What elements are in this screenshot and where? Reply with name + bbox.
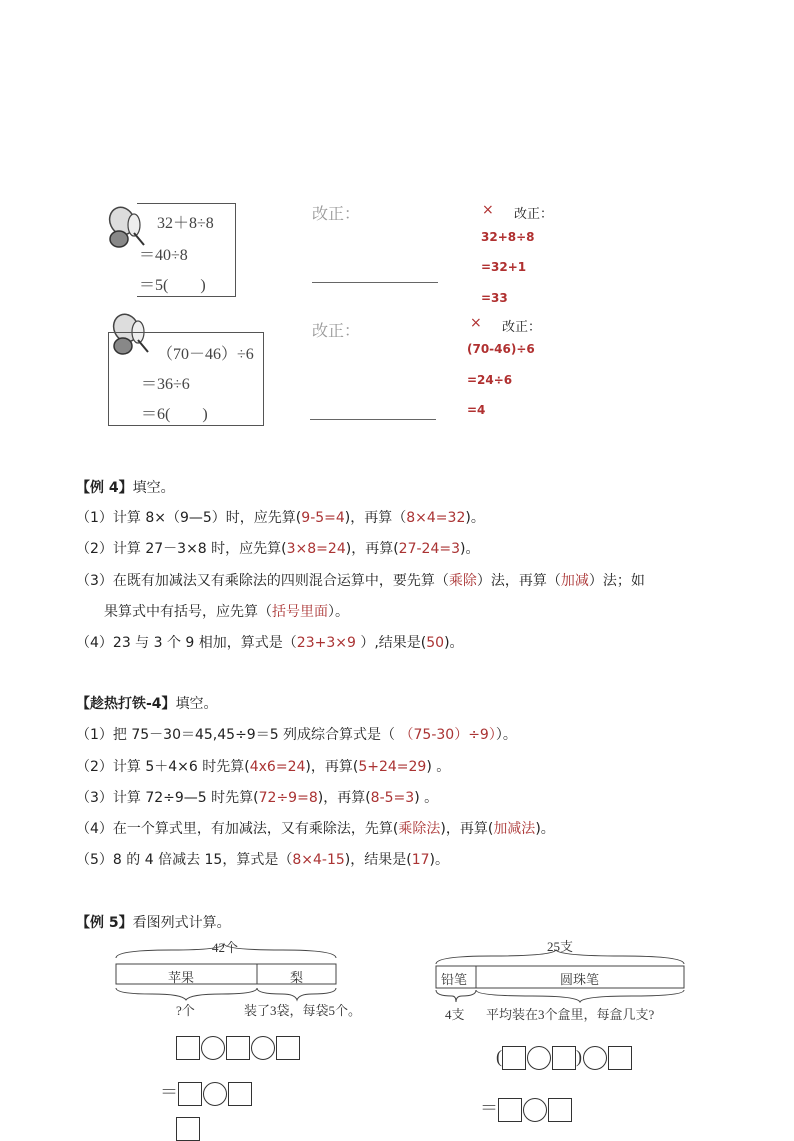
left-equation-row-3 — [176, 1117, 200, 1141]
example4-title-bracket: 【例 4】 — [76, 480, 133, 496]
answer-text[interactable]: 乘除 — [448, 573, 477, 589]
q-text: )，结果是( — [344, 852, 412, 868]
answer-text[interactable]: 27-24=3 — [398, 541, 460, 557]
left-equation-row-2 — [160, 1078, 252, 1106]
q-text: ) 。 — [426, 759, 451, 775]
q-text: )。 — [429, 852, 449, 868]
practice4-title-text: 填空。 — [175, 696, 218, 712]
answer-square[interactable] — [548, 1098, 572, 1122]
answer-text[interactable]: 3×8=24 — [286, 541, 346, 557]
problem2-answer-fix-label: 改正： — [502, 320, 542, 335]
answer-text[interactable]: 50 — [426, 635, 445, 651]
answer-text[interactable]: 4x6=24 — [249, 759, 306, 775]
answer-text[interactable]: 9-5=4 — [301, 510, 345, 526]
q-text: （3）在既有加减法又有乘除法的四则混合运算中，要先算（ — [76, 573, 449, 589]
q-text: （2）计算 27－3×8 时，应先算( — [76, 541, 287, 557]
practice4-q4 — [76, 819, 555, 839]
problem1-answer-mark: × — [482, 202, 494, 218]
answer-text[interactable]: 8-5=3 — [370, 790, 415, 806]
problem1-answer-line-3: =33 — [481, 291, 508, 305]
paren-open: ( — [496, 1046, 502, 1067]
problem2-line-3: ＝6( ) — [141, 406, 208, 423]
problem1-line-3: ＝5( ) — [139, 277, 206, 294]
left-below2-label: 装了3袋，每袋5个。 — [244, 1003, 362, 1018]
q-text: （1）把 75－30＝45,45÷9＝5 列成综合算式是（ — [76, 727, 400, 743]
q-text: )，再算( — [317, 790, 371, 806]
left-total-label: 42个 — [212, 940, 239, 955]
problem1-answer-line-1: 32+8÷8 — [481, 230, 535, 244]
q-text: （5）8 的 4 倍减去 15，算式是（ — [76, 852, 293, 868]
q-text: ）,结果是( — [355, 635, 427, 651]
left-seg2-label: 梨 — [290, 970, 304, 985]
example4-q3 — [76, 571, 645, 591]
left-equation-row-1 — [176, 1036, 300, 1060]
right-below2-label: 平均装在3个盒里，每盒几支? — [486, 1007, 655, 1022]
example4-q4 — [76, 633, 464, 653]
answer-square[interactable] — [498, 1098, 522, 1122]
answer-circle[interactable] — [583, 1046, 607, 1070]
equals-sign: ＝ — [160, 1082, 178, 1102]
equals-sign: ＝ — [480, 1098, 498, 1118]
example4-q3-cont — [104, 602, 349, 622]
problem1-answer-line-2: =32+1 — [481, 260, 527, 274]
answer-text[interactable]: 加减法 — [493, 821, 536, 837]
q-text: )，再算（ — [344, 510, 407, 526]
q-text: （4）23 与 3 个 9 相加，算式是（ — [76, 635, 297, 651]
q-text: 果算式中有括号，应先算（ — [104, 604, 272, 620]
problem1-fix-label: 改正： — [312, 204, 361, 223]
example5-title-text: 看图列式计算。 — [132, 915, 231, 931]
q-text: ) 。 — [414, 790, 439, 806]
answer-circle[interactable] — [523, 1098, 547, 1122]
answer-text[interactable]: 8×4=32 — [406, 510, 466, 526]
problem2-fix-label: 改正： — [312, 321, 361, 340]
example4-q1 — [76, 508, 485, 528]
problem1-line-2: ＝40÷8 — [139, 247, 188, 264]
practice4-title — [76, 694, 218, 714]
answer-text[interactable]: 括号里面 — [272, 604, 328, 620]
answer-square[interactable] — [552, 1046, 576, 1070]
answer-text[interactable]: 8×4-15 — [292, 852, 345, 868]
q-text: （4）在一个算式里，有加减法，又有乘除法，先算( — [76, 821, 399, 837]
example4-title-text: 填空。 — [132, 480, 175, 496]
answer-text[interactable]: （75-30）÷9） — [399, 727, 496, 743]
answer-square[interactable] — [176, 1117, 200, 1141]
answer-text[interactable]: 5+24=29 — [358, 759, 427, 775]
problem2-answer-line-3: =4 — [467, 403, 486, 417]
example5-title-bracket: 【例 5】 — [76, 915, 133, 931]
answer-text[interactable]: 乘除法 — [398, 821, 441, 837]
q-text: )，再算( — [345, 541, 399, 557]
example4-title — [76, 478, 175, 498]
problem2-box — [108, 332, 264, 426]
problem1-answer-line[interactable] — [312, 282, 438, 283]
q-text: （1）计算 8×（9—5）时，应先算( — [76, 510, 302, 526]
answer-circle[interactable] — [203, 1082, 227, 1106]
practice4-q2 — [76, 757, 450, 777]
q-text: )。 — [460, 541, 480, 557]
q-text: （3）计算 72÷9—5 时先算( — [76, 790, 259, 806]
q-text: )。 — [444, 635, 464, 651]
q-text: )，再算( — [440, 821, 494, 837]
answer-circle[interactable] — [527, 1046, 551, 1070]
right-below1-label: 4支 — [445, 1007, 465, 1022]
right-seg1-label: 铅笔 — [441, 972, 468, 987]
answer-square[interactable] — [178, 1082, 202, 1106]
example5-title — [76, 913, 231, 933]
answer-text[interactable]: 23+3×9 — [296, 635, 356, 651]
problem1-line-1: 32＋8÷8 — [157, 215, 214, 232]
answer-circle[interactable] — [251, 1036, 275, 1060]
answer-square[interactable] — [176, 1036, 200, 1060]
right-equation-row-1 — [496, 1046, 632, 1070]
paren-close: ) — [576, 1046, 582, 1067]
problem2-answer-line-2: =24÷6 — [467, 373, 513, 387]
problem2-line-2: ＝36÷6 — [141, 376, 190, 393]
right-seg2-label: 圆珠笔 — [560, 972, 600, 987]
answer-square[interactable] — [228, 1082, 252, 1106]
answer-square[interactable] — [276, 1036, 300, 1060]
q-text: )。 — [535, 821, 555, 837]
answer-circle[interactable] — [201, 1036, 225, 1060]
problem2-answer-line-1: (70-46)÷6 — [467, 342, 535, 356]
problem1-answer-fix-label: 改正： — [514, 207, 554, 222]
answer-text[interactable]: 加减 — [560, 573, 589, 589]
problem1-box — [137, 203, 236, 297]
practice4-q5 — [76, 850, 449, 870]
practice4-q3 — [76, 788, 438, 808]
left-below1-label: ?个 — [176, 1003, 195, 1018]
q-text: )，再算( — [305, 759, 359, 775]
q-text: ）。 — [495, 727, 517, 743]
example4-q2 — [76, 539, 479, 559]
problem2-answer-mark: × — [470, 315, 482, 331]
answer-square[interactable] — [502, 1046, 526, 1070]
problem2-answer-line[interactable] — [310, 419, 436, 420]
answer-square[interactable] — [226, 1036, 250, 1060]
right-equation-row-2 — [480, 1094, 572, 1122]
right-total-label: 25支 — [547, 939, 574, 954]
answer-text[interactable]: 72÷9=8 — [258, 790, 318, 806]
q-text: （2）计算 5＋4×6 时先算( — [76, 759, 250, 775]
practice4-q1 — [76, 725, 517, 745]
answer-square[interactable] — [608, 1046, 632, 1070]
problem2-line-1: （70－46）÷6 — [157, 346, 254, 363]
q-text: ）法；如 — [588, 573, 645, 589]
left-seg1-label: 苹果 — [168, 970, 195, 985]
q-text: ）。 — [328, 604, 349, 620]
q-text: )。 — [465, 510, 485, 526]
q-text: ）法，再算（ — [476, 573, 561, 589]
answer-text[interactable]: 17 — [411, 852, 430, 868]
practice4-title-bracket: 【趁热打铁-4】 — [76, 696, 176, 712]
